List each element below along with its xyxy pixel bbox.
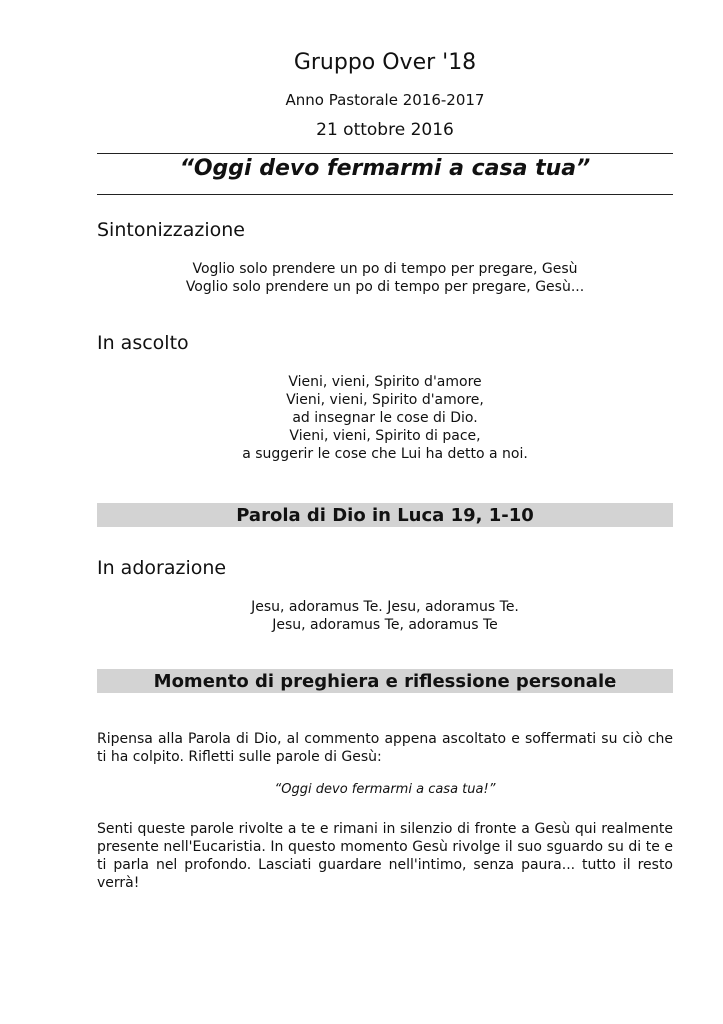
motto-divider <box>97 194 673 195</box>
verse-line: Voglio solo prendere un po di tempo per pregare, Gesù <box>192 261 578 277</box>
top-divider <box>97 153 673 154</box>
section-heading-ascolto: In ascolto <box>97 332 189 354</box>
adorazione-verse <box>97 598 673 634</box>
quote-open-mark: “ <box>274 782 282 797</box>
verse-line: Vieni, vieni, Spirito d'amore <box>288 374 482 390</box>
verse-line: Jesu, adoramus Te. Jesu, adoramus Te. <box>251 599 519 615</box>
verse-line: Jesu, adoramus Te, adoramus Te <box>272 617 498 633</box>
quote <box>97 782 673 797</box>
verse-line: Vieni, vieni, Spirito di pace, <box>289 428 481 444</box>
verse-line: Vieni, vieni, Spirito d'amore, <box>286 392 484 408</box>
verse-line: ad insegnar le cose di Dio. <box>292 410 478 426</box>
document-title: Gruppo Over '18 <box>293 50 477 75</box>
verse-line: Voglio solo prendere un po di tempo per pregare, Gesù... <box>185 279 585 295</box>
ascolto-verse <box>97 373 673 463</box>
paragraph-ripensa: Ripensa alla Parola di Dio, al commento appena ascoltato e soffermati su ciò che ti ha colpito. Rifletti sulle parole di Gesù: <box>97 731 673 765</box>
paragraph-senti: Senti queste parole rivolte a te e rimani in silenzio di fronte a Gesù qui realmente presente nell'Eucaristia. In questo momento Gesù rivolge il suo sguardo su di te e ti parla nel profondo. Lasciati guardare nell'intimo, senza paura... tutto il resto verrà! <box>97 821 673 891</box>
section-heading-adorazione: In adorazione <box>97 557 227 579</box>
band-preghiera: Momento di preghiera e riflessione personale <box>97 669 673 693</box>
motto: “Oggi devo fermarmi a casa tua” <box>179 156 591 181</box>
quote-close-mark: ” <box>488 782 496 797</box>
document-subtitle: Anno Pastorale 2016-2017 <box>285 91 485 109</box>
sintonizzazione-verse <box>97 260 673 296</box>
document-date: 21 ottobre 2016 <box>316 120 454 140</box>
band-parola-di-dio: Parola di Dio in Luca 19, 1-10 <box>97 503 673 527</box>
section-heading-sintonizzazione: Sintonizzazione <box>97 219 245 241</box>
quote-text: Oggi devo fermarmi a casa tua! <box>281 782 489 797</box>
verse-line: a suggerir le cose che Lui ha detto a noi. <box>242 446 528 462</box>
